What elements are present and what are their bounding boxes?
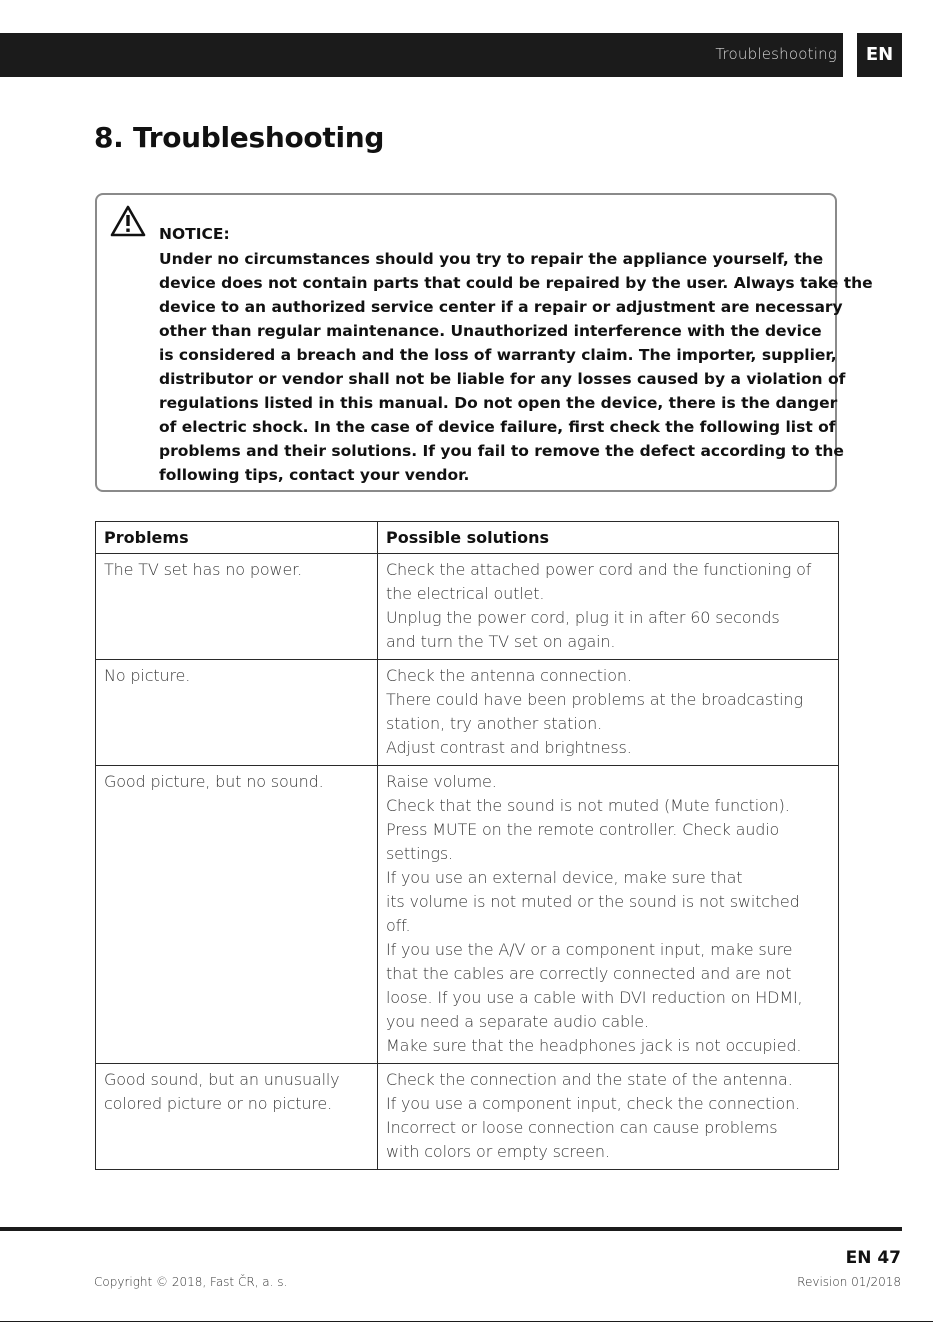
notice-line: of electric shock. In the case of device failure, first check the following list of [159,418,836,436]
warning-triangle-icon [110,205,146,237]
table-row [96,766,839,1064]
solution-cell [378,554,839,660]
notice-line: following tips, contact your vendor. [159,466,470,484]
solution-text: Press MUTE on the remote controller. Check audio [386,820,780,839]
problem-text: Good sound, but an unusually [104,1070,340,1089]
solution-text: and turn the TV set on again. [386,632,616,651]
solution-text: that the cables are correctly connected and are not [386,964,792,983]
column-header-problems: Problems [96,522,378,554]
solution-text: Check the antenna connection. [386,666,632,685]
solution-text: its volume is not muted or the sound is not switched [386,892,800,911]
solution-text: Check the connection and the state of the antenna. [386,1070,793,1089]
solution-text: There could have been problems at the broadcasting [386,690,803,709]
solution-cell [378,660,839,766]
notice-line: is considered a breach and the loss of warranty claim. The importer, supplier, [159,346,837,364]
header-section-title: Troubleshooting [715,45,837,63]
troubleshooting-table [95,521,839,1170]
column-header-solutions: Possible solutions [378,522,839,554]
notice-line: device does not contain parts that could be repaired by the user. Always take the [159,274,873,292]
solution-text: If you use the A/V or a component input, make sure [386,940,793,959]
problem-cell [96,660,378,766]
solution-text: the electrical outlet. [386,584,545,603]
notice-line: distributor or vendor shall not be liable for any losses caused by a violation of [159,370,846,388]
solution-text: station, try another station. [386,714,603,733]
solution-text: Incorrect or loose connection can cause problems [386,1118,778,1137]
language-badge: EN [857,33,902,77]
solution-text: Unplug the power cord, plug it in after 60 seconds [386,608,780,627]
solution-text: Check that the sound is not muted (Mute function). [386,796,790,815]
problem-cell [96,1064,378,1170]
solution-text: Check the attached power cord and the functioning of [386,560,812,579]
problem-cell [96,554,378,660]
notice-box [95,193,873,492]
notice-heading: NOTICE: [159,225,230,243]
header-bar [0,33,843,77]
problem-text: Good picture, but no sound. [104,772,324,791]
problem-text: colored picture or no picture. [104,1094,333,1113]
notice-text [159,247,873,487]
footer-rule [0,1227,902,1231]
notice-line: Under no circumstances should you try to repair the appliance yourself, the [159,250,824,268]
solution-text: off. [386,916,411,935]
page-number: EN 47 [845,1248,901,1268]
solution-text: Adjust contrast and brightness. [386,738,632,757]
table-row [96,660,839,766]
notice-line: device to an authorized service center if a repair or adjustment are necessary [159,298,843,316]
solution-text: If you use a component input, check the connection. [386,1094,801,1113]
solution-text: Raise volume. [386,772,497,791]
problem-cell [96,766,378,1064]
problem-text: No picture. [104,666,191,685]
notice-line: regulations listed in this manual. Do not open the device, there is the danger [159,394,838,412]
solution-cell [378,766,839,1064]
solution-text: If you use an external device, make sure that [386,868,743,887]
table-row [96,554,839,660]
bottom-rule [0,1321,933,1322]
page-title: 8. Troubleshooting [94,121,385,154]
table-header-row [96,522,839,554]
solution-cell [378,1064,839,1170]
solution-text: you need a separate audio cable. [386,1012,649,1031]
solution-text: Make sure that the headphones jack is not occupied. [386,1036,802,1055]
solution-text: settings. [386,844,453,863]
table-row [96,1064,839,1170]
solution-text: loose. If you use a cable with DVI reduction on HDMI, [386,988,803,1007]
revision: Revision 01/2018 [797,1275,901,1289]
notice-line: problems and their solutions. If you fail to remove the defect according to the [159,442,844,460]
notice-line: other than regular maintenance. Unauthorized interference with the device [159,322,822,340]
copyright: Copyright © 2018, Fast ČR, a. s. [94,1275,288,1289]
problem-text: The TV set has no power. [104,560,303,579]
solution-text: with colors or empty screen. [386,1142,610,1161]
